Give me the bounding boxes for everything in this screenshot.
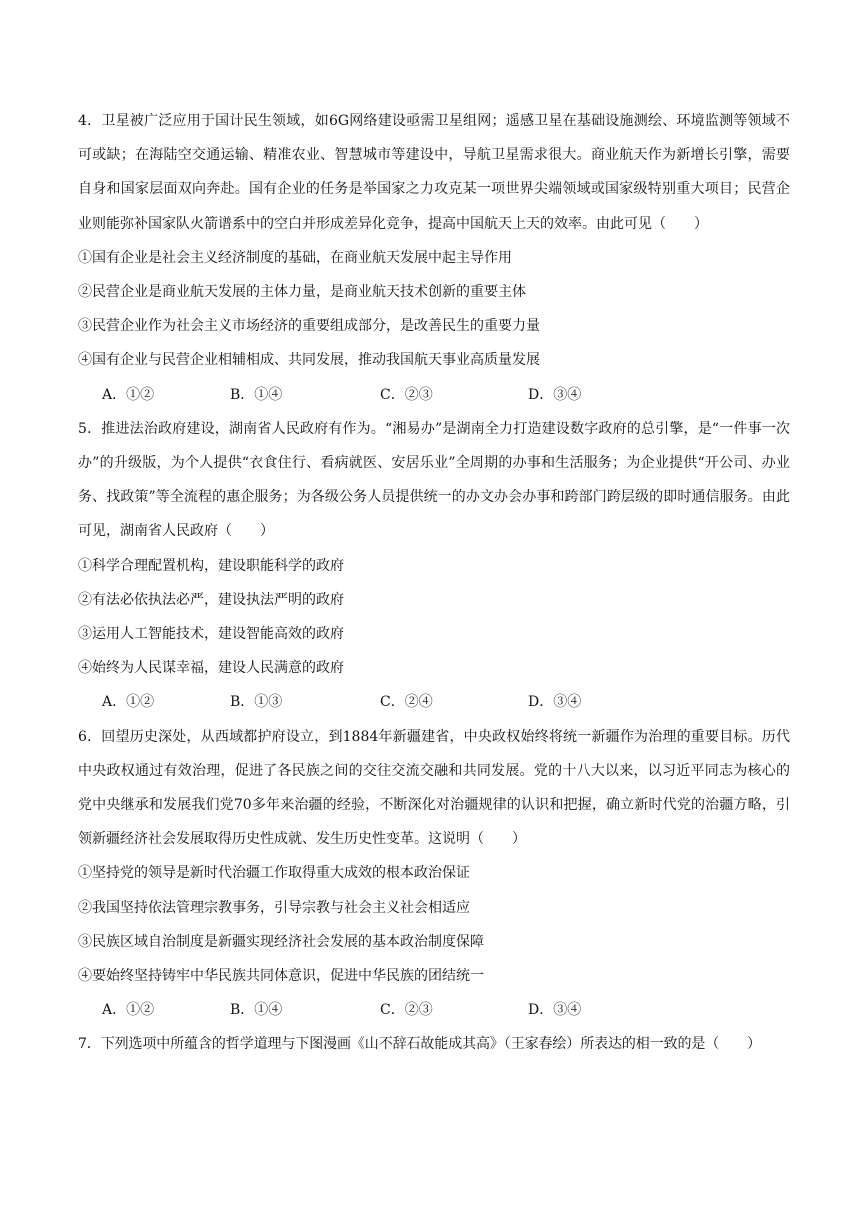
question-6	[78, 720, 790, 1028]
question-5-choices	[78, 685, 790, 719]
question-4-stem: 4．卫星被广泛应用于国计民生领域，如6G网络建设亟需卫星组网；遥感卫星在基础设施测绘、环境监测等领域不可或缺；在海陆空交通运输、精准农业、智慧城市等建设中，导航卫星需求很大。商业航天作为新增长引擎，需要自身和国家层面双向奔赴。国有企业的任务是举国家之力攻克某一项世界尖端领域或国家级特别重大项目；民营企业则能弥补国家队火箭谱系中的空白并形成差异化竞争，提高中国航天上天的效率。由此可见（ ）	[78, 113, 790, 232]
question-5-stem: 5．推进法治政府建设，湖南省人民政府有作为。“湘易办”是湖南全力打造建设数字政府的总引擎，是“一件事一次办”的升级版，为个人提供“衣食住行、看病就医、安居乐业”全周期的办事和生活服务；为企业提供“开公司、办业务、找政策”等全流程的惠企服务；为各级公务人员提供统一的办文办会办事和跨部门跨层级的即时通信服务。由此可见，湖南省人民政府（ ）	[78, 420, 790, 540]
question-6-choices	[78, 993, 790, 1027]
question-5-option-1: ①科学合理配置机构，建设职能科学的政府	[78, 557, 344, 574]
question-4	[78, 104, 790, 412]
question-6-option-3: ③民族区域自治制度是新疆实现经济社会发展的基本政治制度保障	[78, 933, 484, 950]
choice-c[interactable]: C．②③	[380, 1002, 433, 1019]
question-5	[78, 412, 790, 720]
choice-a[interactable]: A．①②	[102, 694, 155, 711]
choice-b[interactable]: B．①③	[230, 694, 283, 711]
question-4-option-1: ①国有企业是社会主义经济制度的基础，在商业航天发展中起主导作用	[78, 249, 512, 266]
question-5-option-4: ④始终为人民谋幸福，建设人民满意的政府	[78, 660, 344, 677]
choice-b[interactable]: B．①④	[230, 386, 283, 403]
question-6-stem: 6．回望历史深处，从西域都护府设立，到1884年新疆建省，中央政权始终将统一新疆作为治理的重要目标。历代中央政权通过有效治理，促进了各民族之间的交往交流交融和共同发展。党的十八大以来，以习近平同志为核心的党中央继承和发展我们党70多年来治疆的经验，不断深化对治疆规律的认识和把握，确立新时代党的治疆方略，引领新疆经济社会发展取得历史性成就、发生历史性变革。这说明（ ）	[78, 728, 790, 848]
question-6-option-2: ②我国坚持依法管理宗教事务，引导宗教与社会主义社会相适应	[78, 899, 470, 916]
choice-d[interactable]: D．③④	[528, 694, 582, 711]
choice-a[interactable]: A．①②	[102, 1002, 155, 1019]
question-5-option-3: ③运用人工智能技术，建设智能高效的政府	[78, 626, 344, 643]
exam-page	[78, 104, 790, 1062]
question-6-option-4: ④要始终坚持铸牢中华民族共同体意识，促进中华民族的团结统一	[78, 968, 484, 985]
question-5-option-2: ②有法必依执法必严，建设执法严明的政府	[78, 591, 344, 608]
question-4-option-2: ②民营企业是商业航天发展的主体力量，是商业航天技术创新的重要主体	[78, 284, 526, 301]
question-7-stem: 7．下列选项中所蕴含的哲学道理与下图漫画《山不辞石故能成其高》（王家春绘）所表达的相一致的是（ ）	[78, 1036, 761, 1053]
choice-c[interactable]: C．②③	[380, 386, 433, 403]
question-4-option-4: ④国有企业与民营企业相辅相成、共同发展，推动我国航天事业高质量发展	[78, 352, 540, 369]
question-4-choices	[78, 378, 790, 412]
choice-c[interactable]: C．②④	[380, 694, 433, 711]
question-6-option-1: ①坚持党的领导是新时代治疆工作取得重大成效的根本政治保证	[78, 865, 470, 882]
choice-d[interactable]: D．③④	[528, 386, 582, 403]
choice-a[interactable]: A．①②	[102, 386, 155, 403]
choice-b[interactable]: B．①④	[230, 1002, 283, 1019]
choice-d[interactable]: D．③④	[528, 1002, 582, 1019]
question-4-option-3: ③民营企业作为社会主义市场经济的重要组成部分，是改善民生的重要力量	[78, 318, 540, 335]
